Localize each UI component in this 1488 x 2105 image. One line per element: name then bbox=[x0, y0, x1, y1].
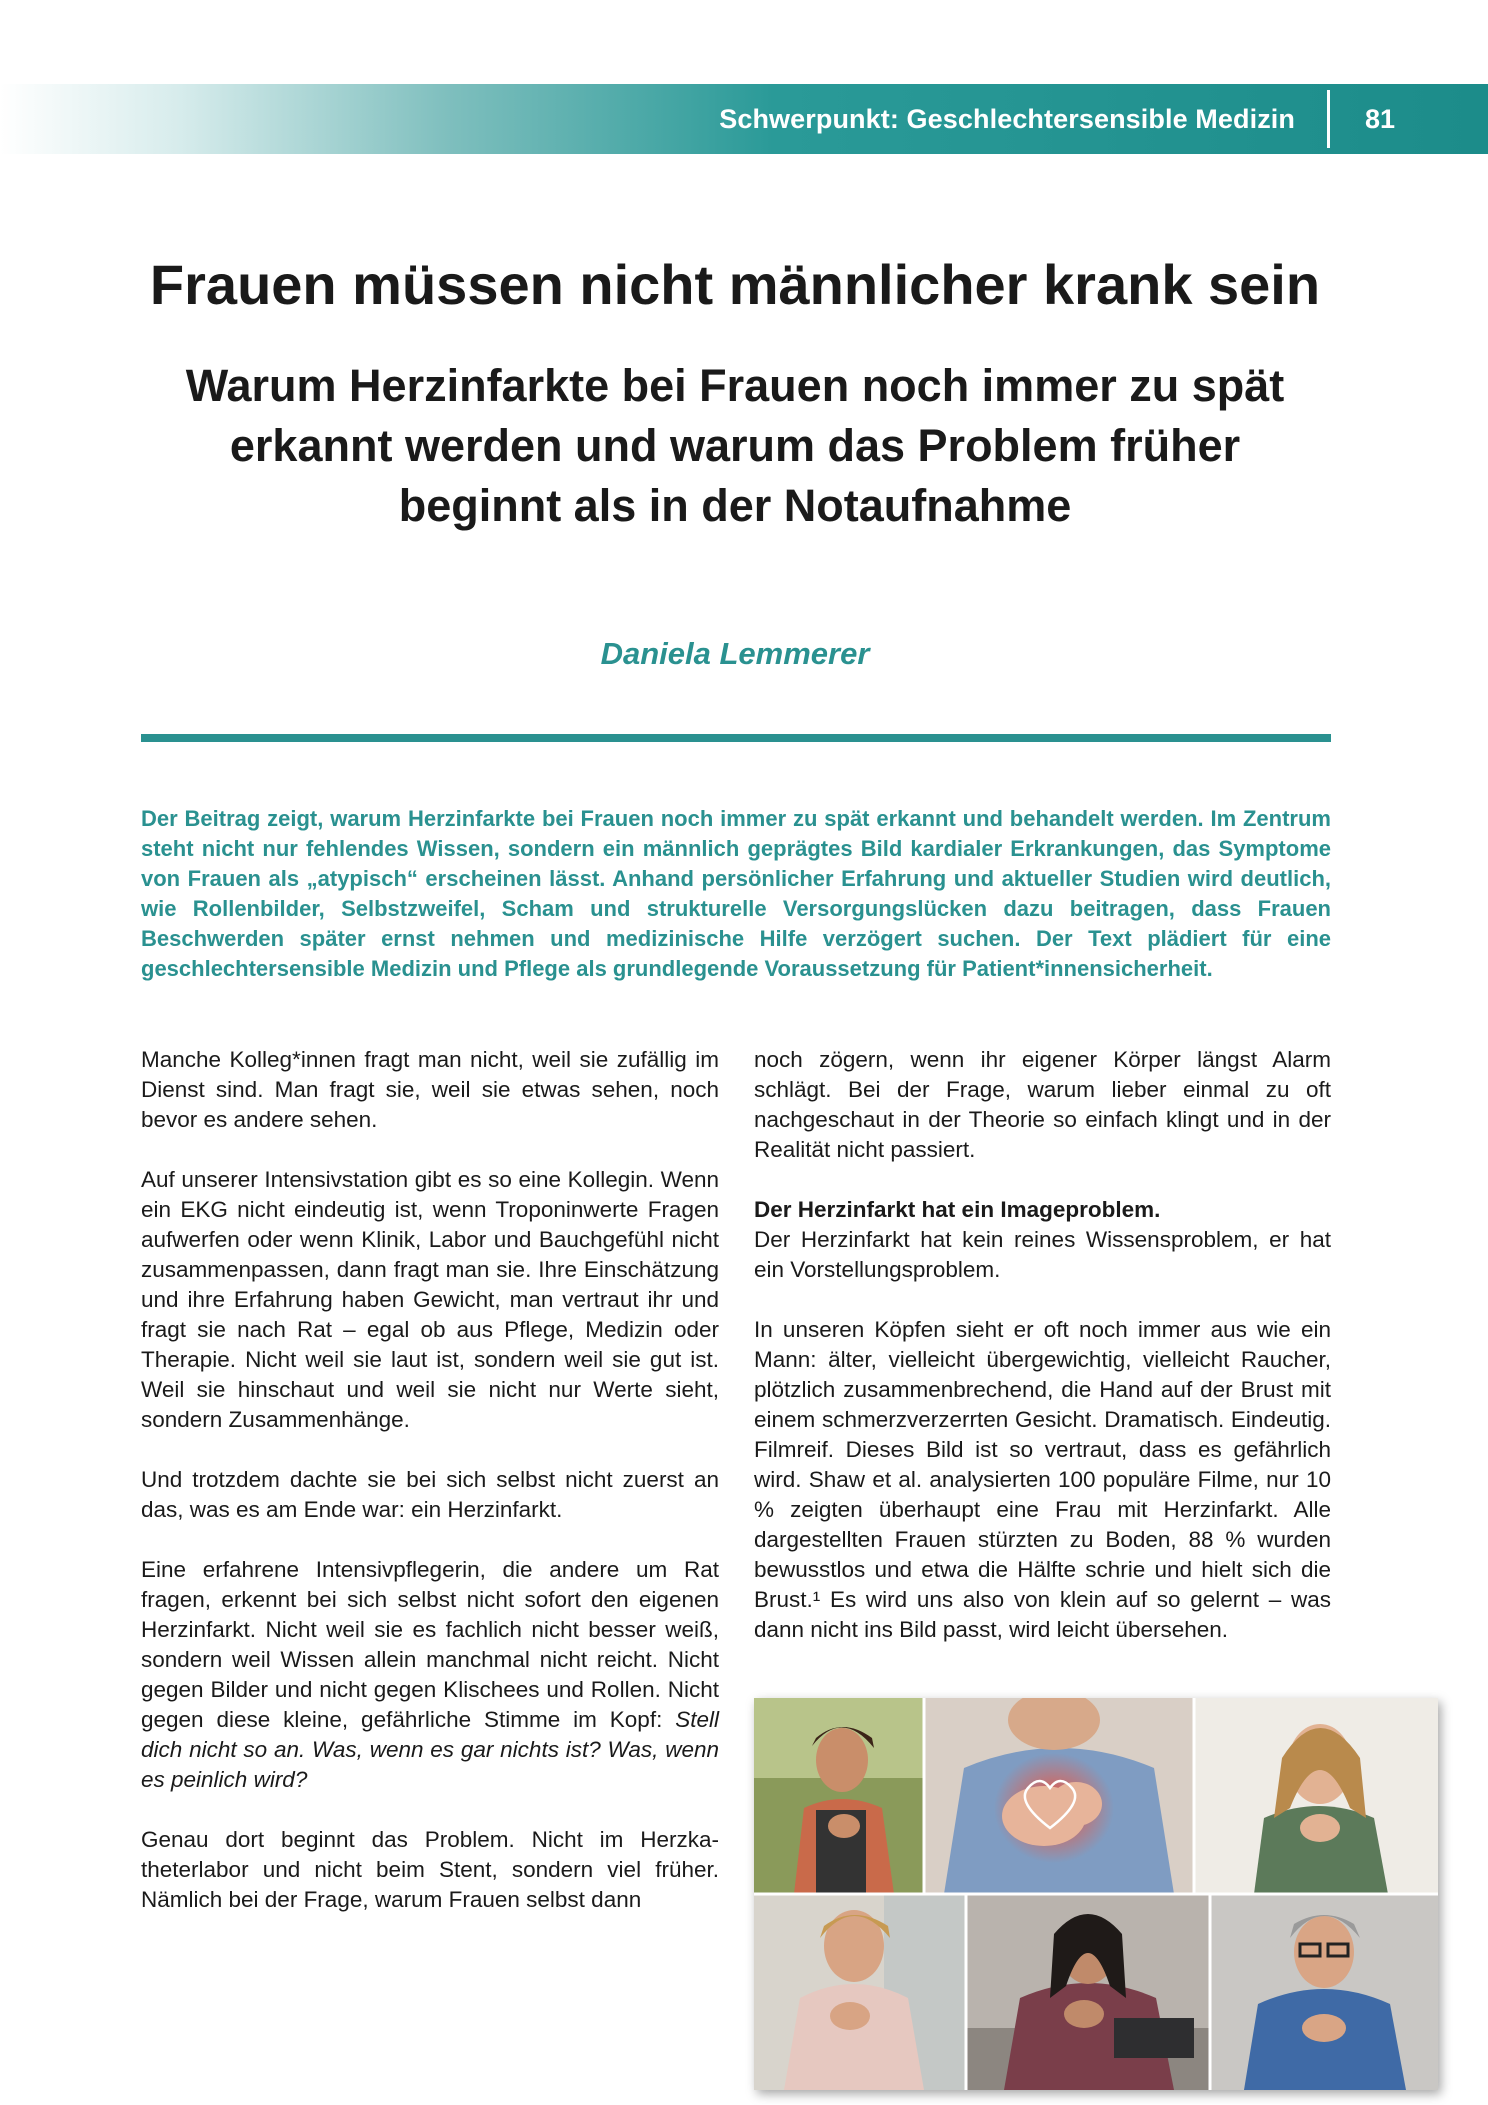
paragraph: In unseren Köpfen sieht er oft noch immer aus wie ein Mann: älter, vielleicht übergewichtig, vielleicht Raucher, plötzlich zusammenbrechend, die Hand auf der Brust mit einem schmerzverzerrten Gesicht. Dramatisch. Eindeutig. Filmreif. Dieses Bild ist so vertraut, dass es gefährlich wird. Shaw et al. analysierten 100 populäre Filme, nur 10 % zeigten überhaupt eine Frau mit Herzinfarkt. Alle dargestellten Frauen stürzten zu Boden, 88 % wurden bewusstlos und etwa die Hälfte schrie und hielt sich die Brust.¹ Es wird uns also von klein auf so gelernt – was dann nicht ins Bild passt, wird leicht übersehen. bbox=[754, 1317, 1331, 1642]
paragraph: Genau dort beginnt das Problem. Nicht im Herzkatheterlabor und nicht beim Stent, sondern viel früher. Nämlich bei der Frage, warum Frauen selbst dann bbox=[141, 1827, 719, 1912]
header-bar bbox=[0, 84, 1488, 154]
article-title: Frauen müssen nicht männlicher krank sein bbox=[149, 253, 1321, 316]
paragraph-text: Eine erfahrene Intensivpflegerin, die andere um Rat fragen, erkennt bei sich selbst nicht sofort den eigenen Herzinfarkt. Nicht weil sie es fachlich nicht besser weiß, sondern weil Wissen allein manchmal nicht reicht. Nicht gegen Bilder und nicht gegen Klischees und Rollen. Nicht gegen diese kleine, gefährliche Stimme im Kopf: bbox=[141, 1557, 719, 1732]
paragraph: noch zögern, wenn ihr eigener Körper längst Alarm schlägt. Bei der Frage, warum lieber einmal zu oft nachgeschaut in der Theorie so einfach klingt und in der Realität nicht passiert. bbox=[754, 1047, 1331, 1162]
section-heading: Der Herzinfarkt hat ein Imageproblem. bbox=[754, 1197, 1161, 1222]
article-abstract: Der Beitrag zeigt, warum Herzinfarkte bei Frauen noch immer zu spät erkannt und behandelt werden. Im Zentrum steht nicht nur fehlendes Wissen, sondern ein männlich geprägtes Bild kardialer Erkrankungen, das Symptome von Frauen als „atypisch“ erscheinen lässt. Anhand persönlicher Erfahrung und aktueller Studien wird deutlich, wie Rollenbilder, Selbstzweifel, Scham und strukturelle Versorgungslücken dazu beitragen, dass Frauen Beschwerden später ernst nehmen und medizinische Hilfe verzögert suchen. Der Text plädiert für eine geschlechtersensible Medizin und Pflege als grundlegende Voraussetzung für Patient*innensicherheit. bbox=[141, 806, 1331, 981]
photo-woman-glasses bbox=[1210, 1894, 1438, 2090]
photo-woman-green bbox=[1194, 1698, 1438, 1894]
paragraph: Manche Kolleg*innen fragt man nicht, weil sie zufällig im Dienst sind. Man fragt sie, weil sie etwas sehen, noch bevor es andere sehen. bbox=[141, 1047, 719, 1132]
paragraph bbox=[141, 1555, 719, 1795]
paragraph: Auf unserer Intensivstation gibt es so eine Kollegin. Wenn ein EKG nicht eindeutig ist, wenn Troponinwerte Fragen aufwerfen oder wenn Klinik, Labor und Bauchgefühl nicht zusammenpassen, dann fragt man sie. Ihre Einschätzung und ihre Erfahrung haben Gewicht, man vertraut ihr und fragt sie nach Rat – egal ob aus Pflege, Medizin oder Therapie. Nicht weil sie laut ist, sondern weil sie gut ist. Weil sie hinschaut und weil sie nicht nur Werte sieht, sondern Zusammenhänge. bbox=[141, 1167, 719, 1432]
article-subtitle bbox=[60, 356, 1410, 536]
subtitle-line: erkannt werden und warum das Problem früher bbox=[229, 420, 1241, 471]
subtitle-line: beginnt als in der Notaufnahme bbox=[398, 480, 1072, 531]
photo-woman-heart bbox=[924, 1698, 1194, 1894]
paragraph-text: Der Herzinfarkt hat kein reines Wissensproblem, er hat ein Vorstellungsproblem. bbox=[754, 1227, 1331, 1282]
left-text-column bbox=[141, 1045, 719, 1945]
photo-woman-park bbox=[754, 1698, 924, 1894]
paragraph: Und trotzdem dachte sie bei sich selbst nicht zuerst an das, was es am Ende war: ein Herzinfarkt. bbox=[141, 1467, 719, 1522]
page-number: 81 bbox=[1364, 104, 1396, 134]
section-divider bbox=[141, 734, 1331, 742]
paragraph bbox=[754, 1195, 1331, 1285]
subtitle-line: Warum Herzinfarkte bei Frauen noch immer zu spät bbox=[185, 360, 1285, 411]
right-text-column bbox=[754, 1045, 1331, 1675]
article-author: Daniela Lemmerer bbox=[600, 636, 870, 671]
header-section-title: Schwerpunkt: Geschlechtersensible Medizin bbox=[719, 104, 1295, 134]
italic-quote: Stell dich nicht so an. Was, wenn es gar nichts ist? Was, wenn es peinlich wird? bbox=[141, 1707, 719, 1792]
photo-collage bbox=[754, 1698, 1438, 2090]
photo-older-woman bbox=[754, 1894, 966, 2090]
photo-woman-desk bbox=[966, 1894, 1210, 2090]
